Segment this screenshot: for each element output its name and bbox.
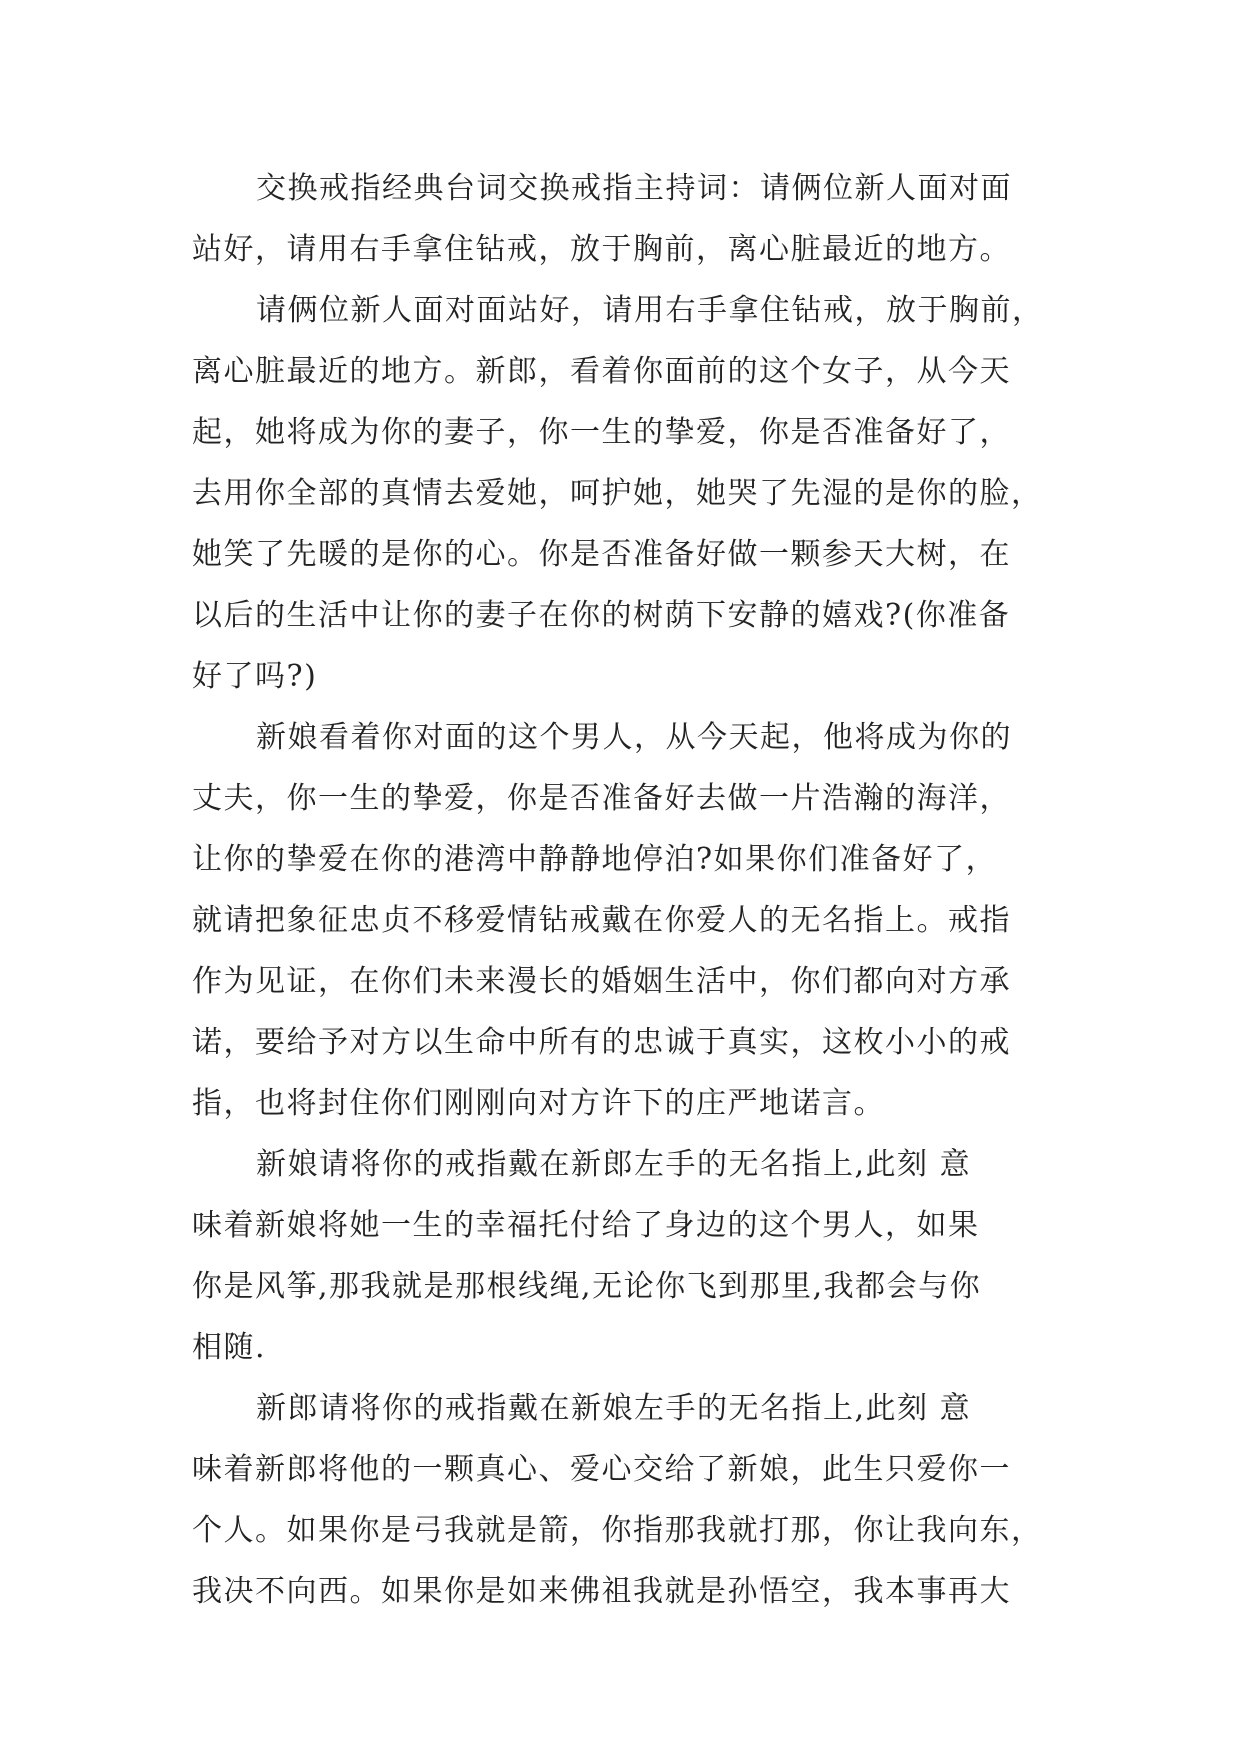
text-line: 新郎请将你的戒指戴在新娘左手的无名指上,此刻 意 [256,1391,972,1426]
text-line: 相随. [192,1330,267,1365]
paragraph-2 [192,280,1052,707]
text-line: 起，她将成为你的妻子，你一生的挚爱，你是否准备好了， [192,415,1011,450]
text-line: 我决不向西。如果你是如来佛祖我就是孙悟空，我本事再大 [192,1574,1011,1609]
text-line: 味着新郎将他的一颗真心、爱心交给了新娘，此生只爱你一 [192,1452,1011,1487]
text-line: 就请把象征忠贞不移爱情钻戒戴在你爱人的无名指上。戒指 [192,903,1011,938]
text-line: 站好，请用右手拿住钻戒，放于胸前，离心脏最近的地方。 [192,232,1011,267]
paragraph-5 [192,1378,1052,1622]
text-line: 新娘看着你对面的这个男人，从今天起，他将成为你的 [256,720,1012,755]
paragraph-4 [192,1134,1052,1378]
text-line: 请俩位新人面对面站好，请用右手拿住钻戒，放于胸前， [256,293,1044,328]
text-line: 以后的生活中让你的妻子在你的树荫下安静的嬉戏?(你准备 [192,598,1011,633]
text-line: 交换戒指经典台词交换戒指主持词：请俩位新人面对面 [256,171,1012,206]
text-line: 离心脏最近的地方。新郎，看着你面前的这个女子，从今天 [192,354,1011,389]
text-line: 新娘请将你的戒指戴在新郎左手的无名指上,此刻 意 [256,1147,972,1182]
text-line: 丈夫，你一生的挚爱，你是否准备好去做一片浩瀚的海洋， [192,781,1011,816]
paragraph-3 [192,707,1052,1134]
text-line: 个人。如果你是弓我就是箭，你指那我就打那，你让我向东， [192,1513,1043,1548]
text-line: 作为见证，在你们未来漫长的婚姻生活中，你们都向对方承 [192,964,1011,999]
text-line: 指，也将封住你们刚刚向对方许下的庄严地诺言。 [192,1086,885,1121]
text-line: 去用你全部的真情去爱她，呵护她，她哭了先湿的是你的脸， [192,476,1043,511]
text-line: 味着新娘将她一生的幸福托付给了身边的这个男人，如果 [192,1208,980,1243]
document-body [192,158,1052,1622]
text-line: 你是风筝,那我就是那根线绳,无论你飞到那里,我都会与你 [192,1269,982,1304]
text-line: 她笑了先暖的是你的心。你是否准备好做一颗参天大树，在 [192,537,1011,572]
text-line: 诺，要给予对方以生命中所有的忠诚于真实，这枚小小的戒 [192,1025,1011,1060]
text-line: 好了吗?) [192,659,318,694]
text-line: 让你的挚爱在你的港湾中静静地停泊?如果你们准备好了， [192,842,998,877]
paragraph-1 [192,158,1052,280]
